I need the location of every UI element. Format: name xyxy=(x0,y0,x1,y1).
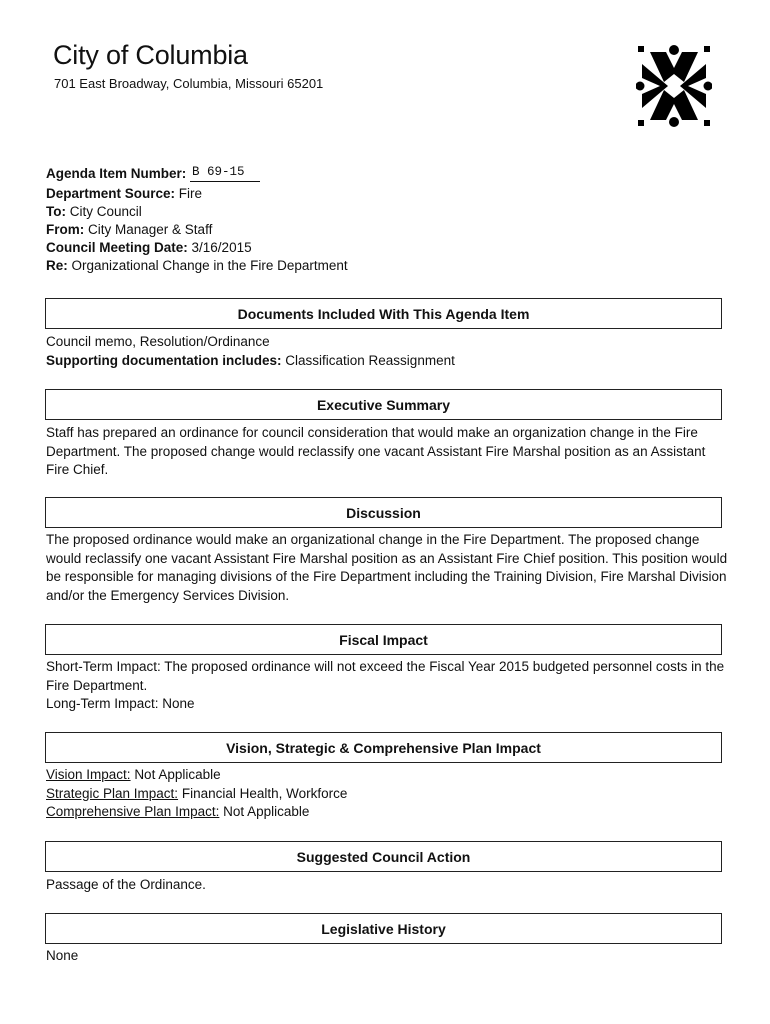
to-row xyxy=(46,203,348,221)
short-term-impact: Short-Term Impact: The proposed ordinance will not exceed the Fiscal Year 2015 budgeted personnel costs in the Fire Department. xyxy=(46,659,725,693)
strategic-impact-value: Financial Health, Workforce xyxy=(181,785,348,801)
documents-heading: Documents Included With This Agenda Item xyxy=(45,298,722,329)
from-row xyxy=(46,221,348,239)
vision-impact-label: Vision Impact: xyxy=(46,767,131,782)
strategic-impact-row xyxy=(46,785,730,804)
meeting-date-label: Council Meeting Date: xyxy=(46,240,188,255)
long-term-impact: Long-Term Impact: None xyxy=(46,696,195,711)
meeting-date-value: 3/16/2015 xyxy=(191,240,252,255)
agenda-number-row xyxy=(46,165,348,185)
executive-summary-heading: Executive Summary xyxy=(45,389,722,420)
supporting-docs-value: Classification Reassignment xyxy=(285,352,455,368)
department-row xyxy=(46,185,348,203)
supporting-docs-label: Supporting documentation includes: xyxy=(46,352,282,368)
vision-impact-row xyxy=(46,766,730,785)
executive-summary-text: Staff has prepared an ordinance for council consideration that would make an organization change in the Fire Department. The proposed change would reclassify one vacant Assistant Fire Marshal position as an Assistant Fire Chief. xyxy=(46,425,706,477)
comprehensive-impact-row xyxy=(46,803,730,822)
re-value: Organizational Change in the Fire Department xyxy=(71,258,348,273)
vision-plan-body xyxy=(46,766,730,822)
re-label: Re: xyxy=(46,258,68,273)
to-label: To: xyxy=(46,204,66,219)
legislative-history-heading: Legislative History xyxy=(45,913,722,944)
suggested-action-text: Passage of the Ordinance. xyxy=(46,877,206,892)
strategic-impact-label: Strategic Plan Impact: xyxy=(46,785,179,801)
agenda-number-label: Agenda Item Number: xyxy=(46,166,187,181)
documents-body xyxy=(46,333,730,370)
city-of-columbia-logo-icon xyxy=(636,44,712,128)
vision-plan-heading: Vision, Strategic & Comprehensive Plan Impact xyxy=(45,732,722,763)
from-label: From: xyxy=(46,222,85,237)
documents-line: Council memo, Resolution/Ordinance xyxy=(46,334,270,349)
city-title: City of Columbia xyxy=(53,40,248,70)
comprehensive-impact-label: Comprehensive Plan Impact: xyxy=(46,804,220,819)
agenda-meta xyxy=(46,165,348,275)
comprehensive-impact-value: Not Applicable xyxy=(223,804,310,819)
fiscal-impact-heading: Fiscal Impact xyxy=(45,624,722,655)
department-value: Fire xyxy=(178,186,203,201)
supporting-docs-row xyxy=(46,352,730,371)
discussion-heading: Discussion xyxy=(45,497,722,528)
fiscal-impact-body xyxy=(46,658,730,714)
to-value: City Council xyxy=(69,204,142,219)
re-row xyxy=(46,257,348,275)
meeting-date-row xyxy=(46,239,348,257)
agenda-number-value: B 69-15 xyxy=(190,163,260,182)
discussion-text: The proposed ordinance would make an organizational change in the Fire Department. The proposed change would reclassify one vacant Assistant Fire Marshal position as an Assistant Fire Chief position. This position would be responsible for managing divisions of the Fire Department including the Training Division, Fire Marshal Division and/or the Emergency Services Division. xyxy=(46,532,728,603)
legislative-history-text: None xyxy=(46,948,79,963)
city-address: 701 East Broadway, Columbia, Missouri 65201 xyxy=(54,76,324,91)
from-value: City Manager & Staff xyxy=(88,222,213,237)
department-label: Department Source: xyxy=(46,186,176,201)
vision-impact-value: Not Applicable xyxy=(134,767,221,782)
suggested-action-heading: Suggested Council Action xyxy=(45,841,722,872)
